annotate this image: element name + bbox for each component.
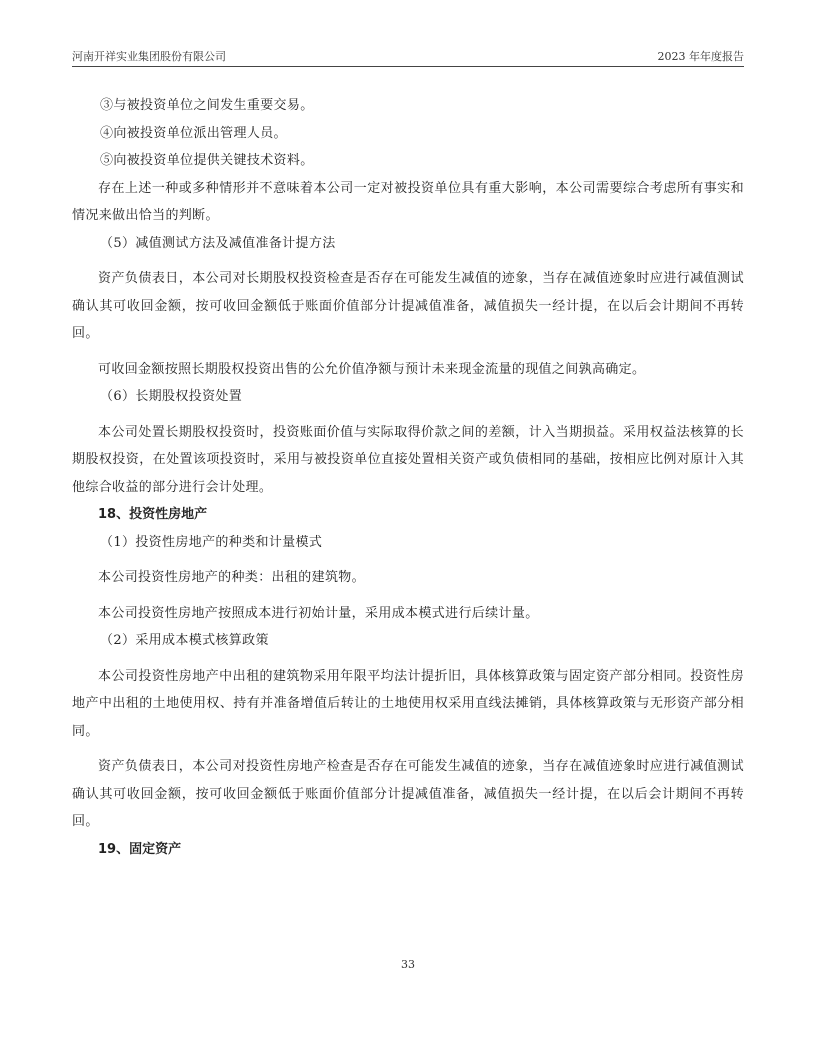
paragraph-impairment-property: 资产负债表日，本公司对投资性房地产检查是否存在可能发生减值的迹象，当存在减值迹象时应进行减值测试确认其可收回金额，按可收回金额低于账面价值部分计提减值准备，减值损失一经计提，在以后会计期间不再转回。 bbox=[72, 759, 744, 829]
paragraph-recoverable-amount: 可收回金额按照长期股权投资出售的公允价值净额与预计未来现金流量的现值之间孰高确定。 bbox=[98, 361, 646, 377]
list-item-3: ③与被投资单位之间发生重要交易。 bbox=[100, 98, 314, 113]
page-body bbox=[72, 92, 744, 863]
section-heading-fixed-assets: 19、固定资产 bbox=[98, 841, 182, 857]
paragraph-impairment-equity: 资产负债表日，本公司对长期股权投资检查是否存在可能发生减值的迹象，当存在减值迹象时应进行减值测试确认其可收回金额，按可收回金额低于账面价值部分计提减值准备，减值损失一经计提，在以后会计期间不再转回。 bbox=[72, 271, 744, 341]
page-number: 33 bbox=[401, 958, 415, 971]
section-heading-investment-property: 18、投资性房地产 bbox=[98, 507, 208, 522]
subheading-cost-model-policy: （2）采用成本模式核算政策 bbox=[100, 633, 269, 648]
subheading-types-measurement: （1）投资性房地产的种类和计量模式 bbox=[100, 534, 323, 550]
list-item-4: ④向被投资单位派出管理人员。 bbox=[100, 125, 287, 141]
list-item-5: ⑤向被投资单位提供关键技术资料。 bbox=[100, 153, 314, 168]
paragraph-measurement-model: 本公司投资性房地产按照成本进行初始计量，采用成本模式进行后续计量。 bbox=[98, 605, 539, 621]
paragraph-property-types: 本公司投资性房地产的种类：出租的建筑物。 bbox=[98, 570, 366, 585]
header-company-name: 河南开祥实业集团股份有限公司 bbox=[72, 50, 226, 63]
subheading-disposal: （6）长期股权投资处置 bbox=[100, 389, 243, 404]
paragraph-depreciation-policy: 本公司投资性房地产中出租的建筑物采用年限平均法计提折旧，具体核算政策与固定资产部分相同。投资性房地产中出租的土地使用权、持有并准备增值后转让的土地使用权采用直线法摊销，具体核算政策与无形资产部分相同。 bbox=[72, 668, 744, 739]
paragraph-significant-influence: 存在上述一种或多种情形并不意味着本公司一定对被投资单位具有重大影响，本公司需要综合考虑所有事实和情况来做出恰当的判断。 bbox=[72, 180, 744, 223]
subheading-impairment-method: （5）减值测试方法及减值准备计提方法 bbox=[100, 235, 336, 251]
header-divider bbox=[72, 66, 744, 67]
header-report-title: 2023 年年度报告 bbox=[657, 50, 744, 63]
paragraph-disposal: 本公司处置长期股权投资时，投资账面价值与实际取得价款之间的差额，计入当期损益。采用权益法核算的长期股权投资，在处置该项投资时，采用与被投资单位直接处置相关资产或负债相同的基础，按相应比例对原计入其他综合收益的部分进行会计处理。 bbox=[72, 424, 744, 495]
page-header bbox=[72, 48, 744, 66]
